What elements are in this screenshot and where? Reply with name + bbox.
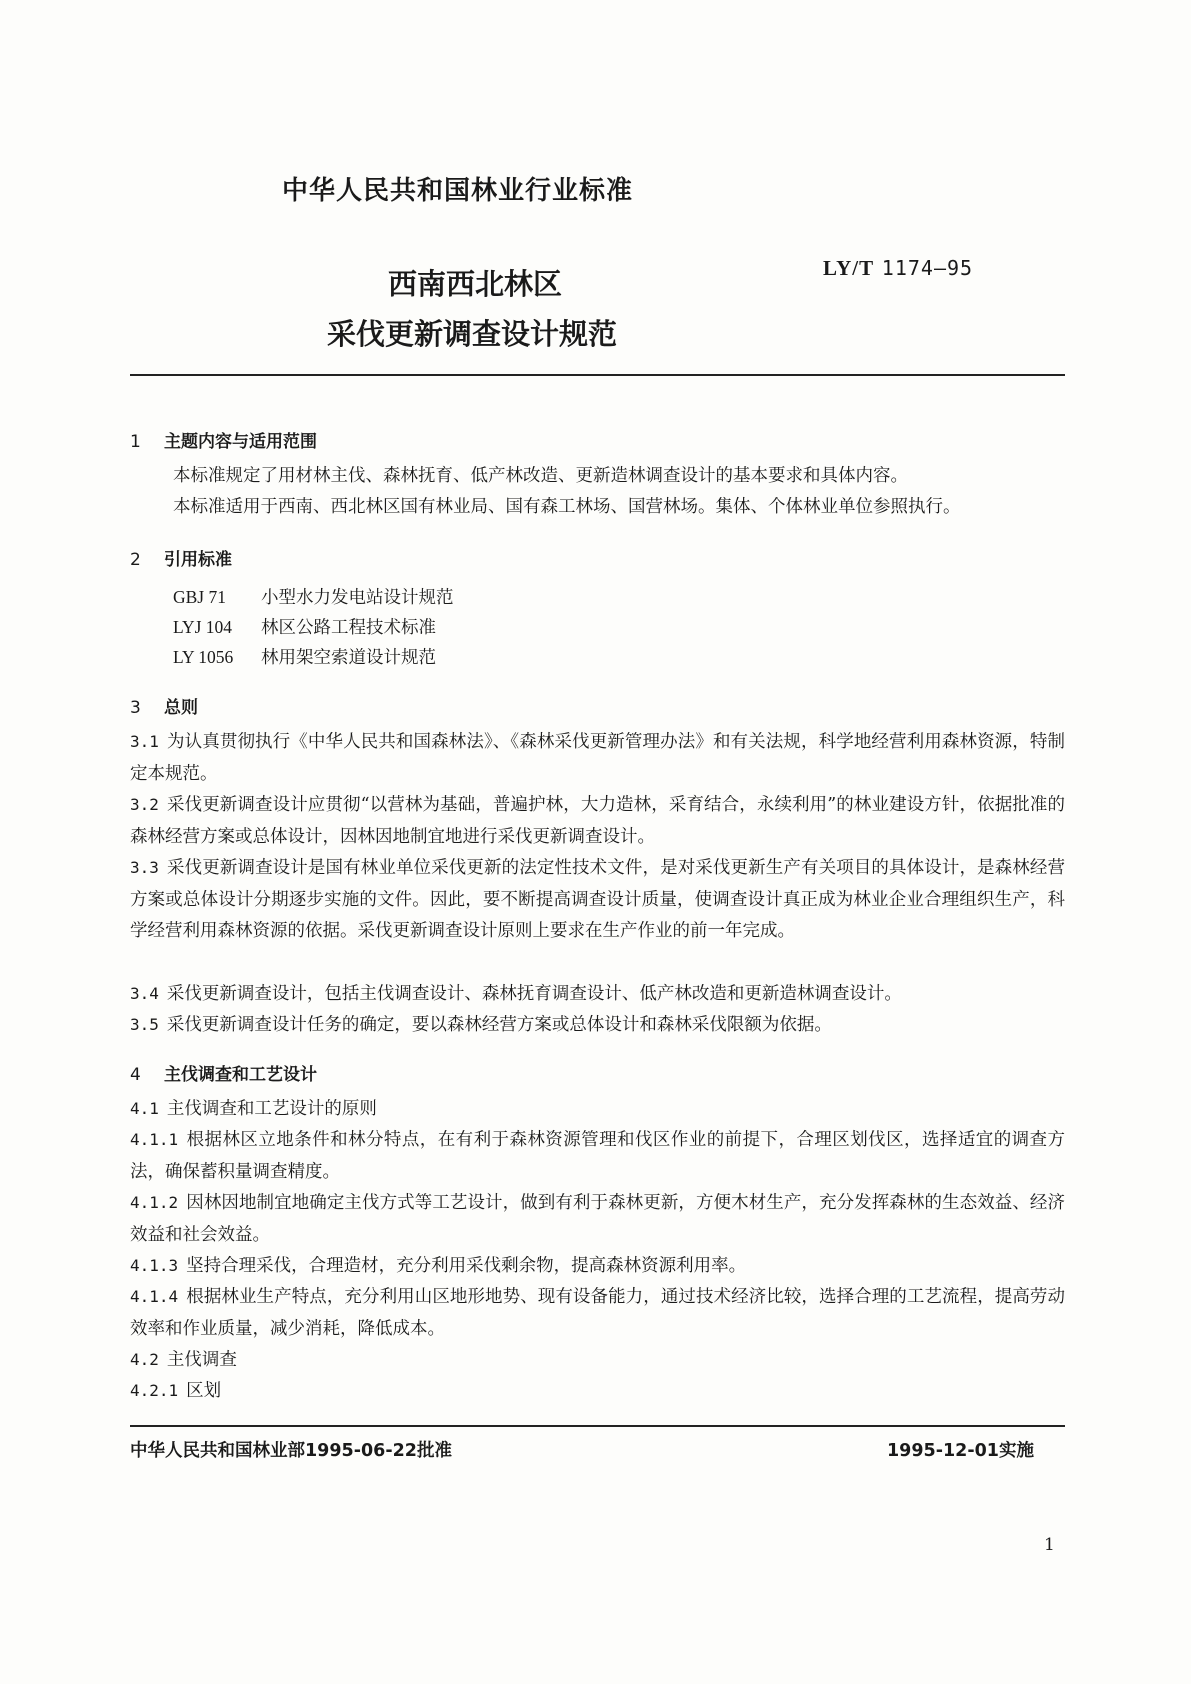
clause-number: 3.4 [130,984,159,1003]
clause-number: 4.1.1 [130,1130,179,1149]
issuer-line [130,1437,452,1462]
effective-suffix: 实施 [998,1441,1034,1461]
clause-text: 为认真贯彻执行《中华人民共和国森林法》、《森林采伐更新管理办法》和有关法规，科学地经营利用森林资源，特制定本规范。 [130,732,1065,784]
section-heading-4 [130,1060,317,1085]
paragraph: 本标准适用于西南、西北林区国有林业局、国有森工林场、国营林场。集体、个体林业单位参照执行。 [173,497,961,517]
clause-number: 3.2 [130,795,159,814]
reference-code: LY 1056 [173,647,234,667]
clause-number: 4.2 [130,1350,159,1369]
clause-text: 因林因地制宜地确定主伐方式等工艺设计，做到有利于森林更新，方便木材生产，充分发挥森林的生态效益、经济效益和社会效益。 [130,1193,1065,1245]
effective-date: 1995-12-01 [887,1441,999,1461]
reference-name: 小型水力发电站设计规范 [261,588,454,608]
clause-4-1-1 [130,1124,1065,1188]
clause-4-1 [130,1093,1065,1126]
reference-item [173,614,436,639]
page-number: 1 [1044,1535,1055,1555]
clause-text: 主伐调查和工艺设计的原则 [166,1099,377,1119]
clause-number: 3.3 [130,858,159,877]
clause-4-1-3 [130,1250,1065,1283]
section-title: 总则 [164,698,198,718]
issue-date: 1995-06-22 [305,1441,417,1461]
clause-3-1 [130,726,1065,790]
clause-3-3 [130,852,1065,948]
clause-text: 采伐更新调查设计，包括主伐调查设计、森林抚育调查设计、低产林改造和更新造林调查设计。 [166,984,902,1004]
document-title-line2: 采伐更新调查设计规范 [327,317,618,351]
issue-suffix: 批准 [416,1441,452,1461]
section-number: 3 [130,698,141,718]
paragraph: 本标准规定了用材林主伐、森林抚育、低产林改造、更新造林调查设计的基本要求和具体内容。 [173,466,908,486]
reference-name: 林区公路工程技术标准 [261,618,436,638]
section-title: 主伐调查和工艺设计 [164,1065,317,1085]
section-heading-1 [130,427,317,452]
standard-code-number: 1174—95 [881,256,974,280]
standard-code [823,256,973,281]
clause-3-2 [130,789,1065,853]
clause-4-2 [130,1344,1065,1377]
clause-text: 根据林业生产特点，充分利用山区地形地势、现有设备能力，通过技术经济比较，选择合理的工艺流程，提高劳动效率和作业质量，减少消耗，降低成本。 [130,1287,1065,1339]
clause-number: 4.2.1 [130,1381,179,1400]
clause-text: 坚持合理采伐，合理造材，充分利用采伐剩余物，提高森林资源利用率。 [186,1256,747,1276]
clause-4-2-1 [130,1375,1065,1408]
standard-code-prefix: LY/T [823,256,875,280]
reference-item [173,584,454,609]
clause-text: 区划 [186,1381,222,1401]
reference-name: 林用架空索道设计规范 [261,648,436,668]
clause-number: 4.1.3 [130,1256,179,1275]
issuer: 中华人民共和国林业部 [130,1441,305,1461]
section-number: 2 [130,550,141,570]
clause-text: 采伐更新调查设计是国有林业单位采伐更新的法定性技术文件，是对采伐更新生产有关项目的具体设计，是森林经营方案或总体设计分期逐步实施的文件。因此，要不断提高调查设计质量，使调查设计真正成为林业企业合理组织生产，科学经营利用森林资源的依据。采伐更新调查设计原则上要求在生产作业的前一年完成。 [130,858,1065,941]
clause-4-1-2 [130,1187,1065,1251]
reference-code: GBJ 71 [173,587,226,607]
clause-number: 4.1.4 [130,1287,179,1306]
document-title-line1: 西南西北林区 [388,267,563,301]
section-title: 主题内容与适用范围 [164,432,317,452]
clause-number: 3.1 [130,732,159,751]
clause-number: 4.1 [130,1099,159,1118]
section-heading-3 [130,693,198,718]
clause-number: 3.5 [130,1015,159,1034]
reference-code: LYJ 104 [173,617,233,637]
standard-category: 中华人民共和国林业行业标准 [282,176,634,206]
clause-text: 主伐调查 [166,1350,237,1370]
clause-number: 4.1.2 [130,1193,179,1212]
header-rule [130,374,1065,376]
footer-rule [130,1425,1065,1427]
clause-3-5 [130,1009,1065,1042]
effective-line [887,1437,1034,1462]
section-number: 1 [130,432,141,452]
clause-text: 采伐更新调查设计任务的确定，要以森林经营方案或总体设计和森林采伐限额为依据。 [166,1015,832,1035]
clause-text: 根据林区立地条件和林分特点，在有利于森林资源管理和伐区作业的前提下，合理区划伐区，选择适宜的调查方法，确保蓄积量调查精度。 [130,1130,1065,1182]
reference-item [173,644,436,669]
section-title: 引用标准 [164,550,232,570]
section-number: 4 [130,1065,141,1085]
clause-text: 采伐更新调查设计应贯彻“以营林为基础，普遍护林，大力造林，采育结合，永续利用”的林业建设方针，依据批准的森林经营方案或总体设计，因林因地制宜地进行采伐更新调查设计。 [130,795,1065,847]
clause-3-4 [130,978,1065,1011]
section-heading-2 [130,545,232,570]
clause-4-1-4 [130,1281,1065,1345]
